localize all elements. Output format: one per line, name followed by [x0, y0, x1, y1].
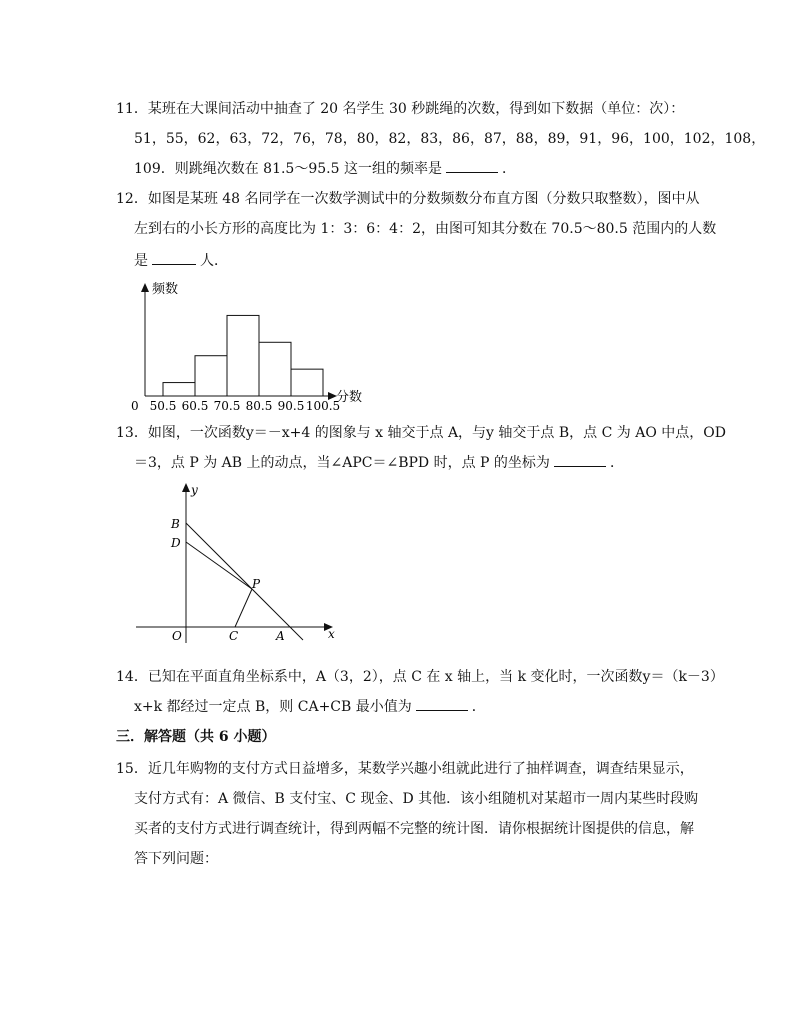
- segment-CP: [235, 589, 252, 627]
- label-x: x: [328, 627, 335, 641]
- q12-line-1: 12．如图是某班 48 名同学在一次数学测试中的分数频数分布直方图（分数只取整数），图中从: [116, 191, 700, 207]
- q12-line-2: 左到右的小长方形的高度比为 1：3：6：4：2，由图可知其分数在 70.5～80.5 范围内的人数: [134, 221, 717, 237]
- section-heading: 三．解答题（共 6 小题）: [116, 729, 276, 745]
- q12-line-3-end: 人．: [200, 253, 228, 269]
- histogram-bar-2: [195, 356, 227, 396]
- q11-line-2: 51，55，62，63，72，76，78，80，82，83，86，87，88，89，91，96，100，102，108，: [134, 131, 766, 147]
- histogram-tick-label: 90.5: [277, 399, 305, 413]
- q15-line-2: 支付方式有：A 微信、B 支付宝、C 现金、D 其他．该小组随机对某超市一周内某些时段购: [134, 791, 699, 807]
- frequency-histogram: [128, 280, 378, 415]
- q11-line-1: 11．某班在大课间活动中抽查了 20 名学生 30 秒跳绳的次数，得到如下数据（单位：次）：: [116, 101, 685, 117]
- histogram-tick-label: 50.5: [149, 399, 177, 413]
- q12-line-3: [134, 252, 228, 270]
- q14-line-2: [134, 698, 486, 716]
- q15-line-1: 15．近几年购物的支付方式日益增多，某数学兴趣小组就此进行了抽样调查，调查结果显示，: [116, 761, 694, 777]
- q14-answer-blank[interactable]: [416, 698, 468, 711]
- label-D: D: [171, 536, 181, 550]
- q14-line-2-text: x+k 都经过一定点 B，则 CA+CB 最小值为: [134, 699, 412, 715]
- label-P: P: [252, 577, 261, 591]
- q15-line-3: 买者的支付方式进行调查统计，得到两幅不完整的统计图．请你根据统计图提供的信息，解: [134, 821, 694, 837]
- histogram-tick-label: 70.5: [213, 399, 241, 413]
- line-AB: [186, 523, 303, 640]
- label-A: A: [276, 629, 285, 643]
- q11-line-3-text: 109．则跳绳次数在 81.5～95.5 这一组的频率是: [134, 161, 442, 177]
- q13-line-2: [134, 454, 624, 472]
- histogram-bar-4: [259, 342, 291, 396]
- histogram-y-label: 频数: [152, 282, 179, 297]
- histogram-tick-label: 80.5: [245, 399, 273, 413]
- histogram-bar-5: [291, 369, 323, 396]
- figure-y-arrow: [182, 483, 190, 492]
- q11-line-3-end: ．: [501, 161, 516, 177]
- q11-answer-blank[interactable]: [446, 160, 498, 173]
- q14-line-1: 14．已知在平面直角坐标系中，A（3，2），点 C 在 x 轴上，当 k 变化时，一次函数y＝（k－3）: [116, 669, 724, 685]
- histogram-bars: [163, 315, 323, 396]
- line-DP: [186, 542, 252, 589]
- coordinate-figure: [128, 478, 348, 648]
- q13-line-2-text: ＝3，点 P 为 AB 上的动点，当∠APC＝∠BPD 时，点 P 的坐标为: [134, 455, 550, 471]
- q11-line-3: [134, 160, 516, 178]
- histogram-x-label: 分数: [336, 390, 363, 405]
- histogram-bar-1: [163, 383, 195, 396]
- q13-line-1: 13．如图，一次函数y＝－x+4 的图象与 x 轴交于点 A，与y 轴交于点 B，点 C 为 AO 中点，OD: [116, 425, 726, 441]
- label-O: O: [172, 629, 182, 643]
- q14-line-2-end: ．: [471, 699, 486, 715]
- q12-answer-blank[interactable]: [152, 252, 196, 265]
- histogram-bar-3: [227, 315, 259, 396]
- label-y: y: [191, 483, 198, 497]
- q15-line-4: 答下列问题：: [134, 851, 218, 867]
- histogram-tick-label: 60.5: [181, 399, 209, 413]
- label-C: C: [229, 629, 239, 643]
- histogram-y-arrow: [141, 283, 149, 292]
- histogram-origin-label: 0: [131, 399, 139, 413]
- histogram-tick-labels: [150, 399, 341, 413]
- q13-line-2-end: ．: [609, 455, 624, 471]
- histogram-tick-label: 100.5: [305, 399, 341, 413]
- q13-answer-blank[interactable]: [554, 454, 606, 467]
- q12-line-3-text: 是: [134, 253, 148, 269]
- label-B: B: [171, 517, 180, 531]
